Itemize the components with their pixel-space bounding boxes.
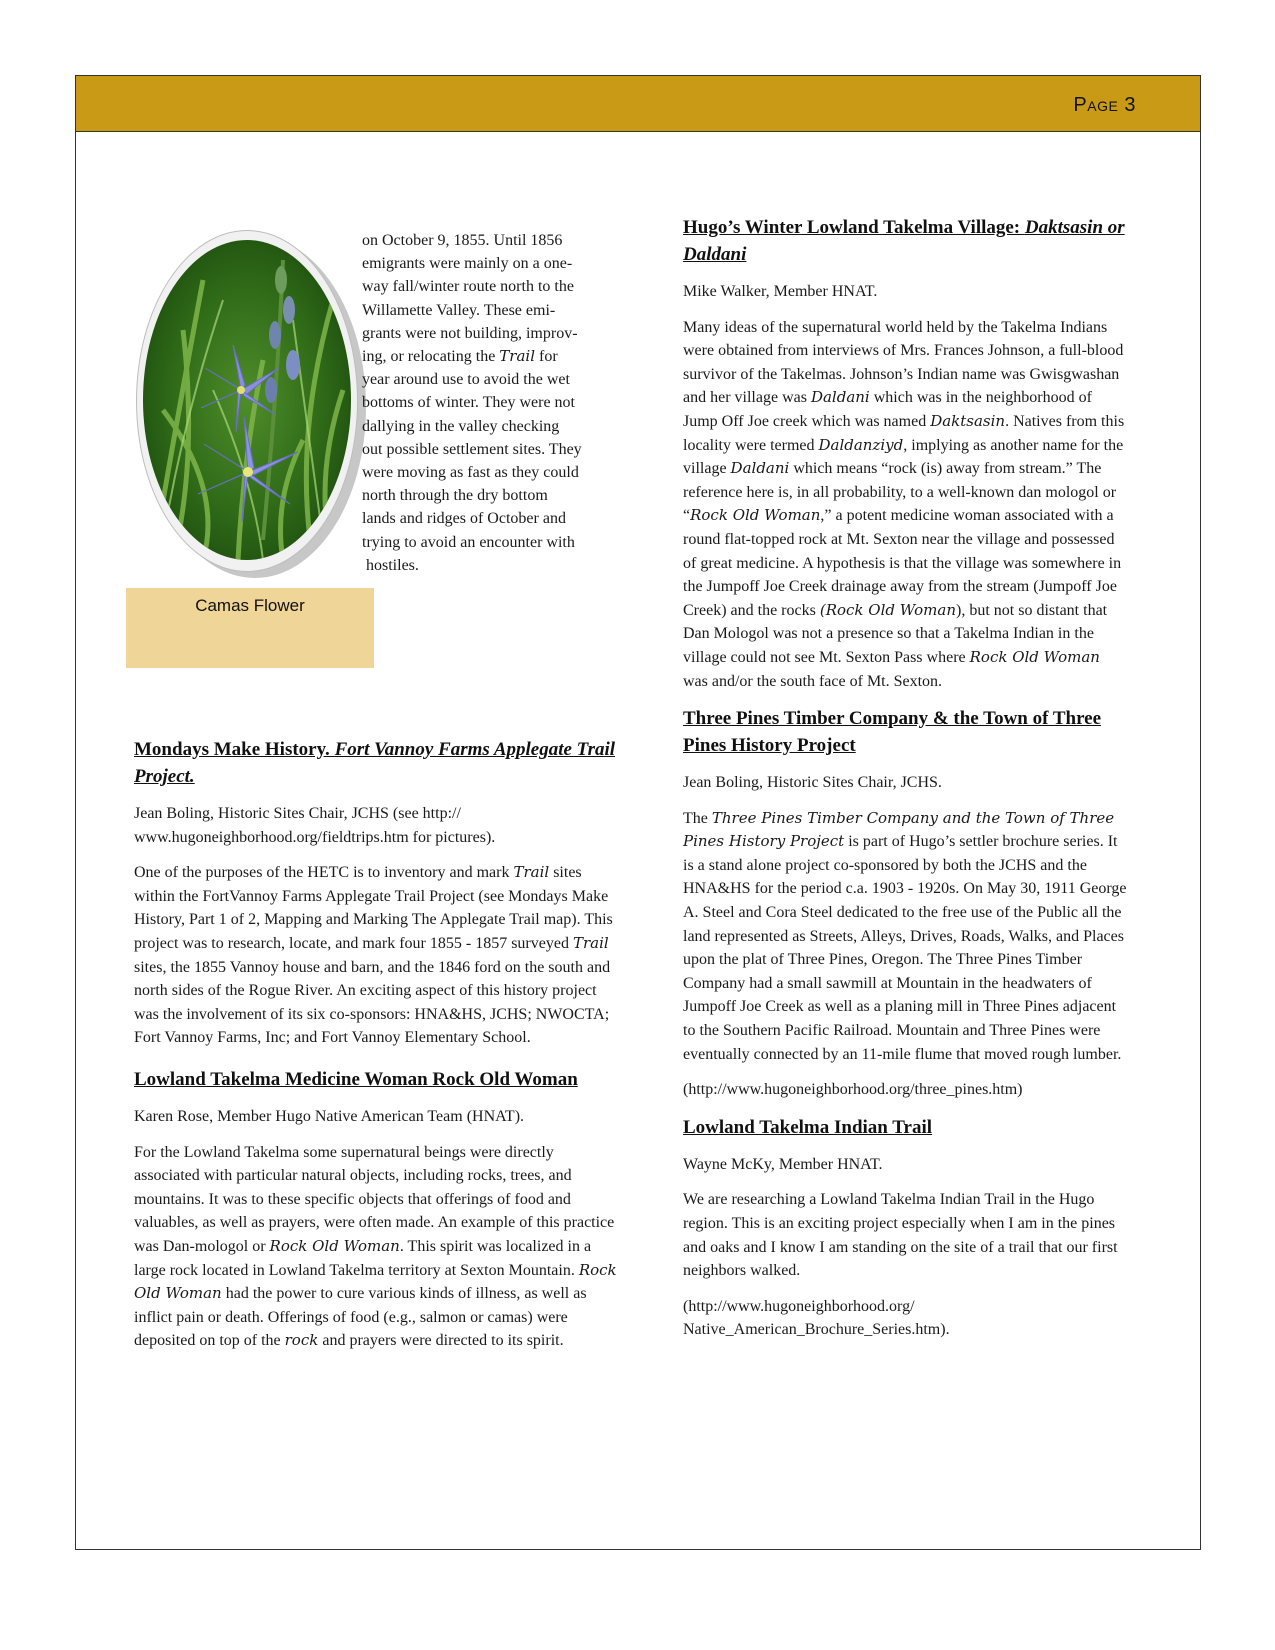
para-italic: Rock Old Woman bbox=[134, 1260, 617, 1303]
para-text: is part of Hugo’s settler brochure series. It is a stand alone project co-sponsored by both the JCHS and the HNA&HS for the period c.a. 1903 - 1920s. On May 30, 1911 George A. Steel and Cora Steel dedicated to the free use of the Public all the land represented as Streets, Alleys, Drives, Roads, Walks, and Places upon the plat of Three Pines, Oregon. The Three Pines Timber Company had a small sawmill at Mountain in the headwaters of Jumpoff Joe Creek as well as a planing mill in Three Pines adjacent to the Southern Pacific Railroad. Mountain and Three Pines were eventually connected by an 11-mile flume that moved rough lumber. bbox=[683, 833, 1127, 1063]
para-italic: (Rock Old Woman bbox=[819, 600, 957, 619]
right-column bbox=[683, 214, 1127, 1354]
para-text: and prayers were directed to its spirit. bbox=[318, 1332, 564, 1350]
intro-line: dallying in the valley checking bbox=[362, 417, 560, 435]
para-italic: Daldanziyd bbox=[818, 435, 904, 454]
intro-line: year around use to avoid the wet bbox=[362, 371, 570, 389]
figure-caption-box bbox=[126, 588, 374, 668]
intro-line: emigrants were mainly on a one- bbox=[362, 255, 573, 273]
para-text: had the power to cure various kinds of illness, as well as inflict pain or death. Offerings of food (e.g., salmon or camas) were deposited on top of the bbox=[134, 1285, 587, 1350]
intro-column bbox=[362, 229, 622, 577]
intro-line: out possible settlement sites. They bbox=[362, 440, 582, 458]
intro-line: were moving as fast as they could bbox=[362, 464, 579, 482]
article-byline: Jean Boling, Historic Sites Chair, JCHS (see http:// www.hugoneighborhood.org/fieldtrips.htm for pictures). bbox=[134, 805, 496, 846]
article-byline: Jean Boling, Historic Sites Chair, JCHS. bbox=[683, 774, 942, 792]
camas-flower-figure bbox=[136, 230, 368, 580]
intro-line: way fall/winter route north to the bbox=[362, 278, 574, 296]
para-text: The bbox=[683, 809, 712, 827]
para-text: , implying as another name for the village bbox=[683, 436, 1124, 478]
title-italic: Fort Vannoy Farms Applegate Trail Project. bbox=[134, 739, 616, 787]
article-title-rock: Lowland Takelma Medicine Woman Rock Old Woman bbox=[134, 1068, 578, 1090]
article-title-mondays bbox=[134, 736, 622, 790]
intro-text: for bbox=[535, 348, 558, 366]
intro-line: grants were not building, improv- bbox=[362, 324, 578, 342]
intro-line: lands and ridges of October and bbox=[362, 510, 566, 528]
article-title-pines: Three Pines Timber Company & the Town of Three Pines History Project bbox=[683, 708, 1102, 757]
para-text: sites, the 1855 Vannoy house and barn, and the 1846 ford on the south and north sides of the Rogue River. An exciting aspect of this history project was the involvement of its six co-sponsors: HNA&HS, JCHS; NWOCTA; Fort Vannoy Farms, Inc; and Fort Vannoy Elementary School. bbox=[134, 958, 611, 1047]
article-link bbox=[683, 1295, 1127, 1342]
article-title-village bbox=[683, 214, 1127, 268]
para-italic: Rock Old Woman bbox=[969, 647, 1100, 666]
intro-line bbox=[362, 345, 622, 368]
link-line: Native_American_Brochure_Series.htm). bbox=[683, 1321, 950, 1339]
intro-line: trying to avoid an encounter with bbox=[362, 533, 575, 551]
page-number: Page 3 bbox=[1073, 94, 1136, 116]
para-text: ), but not so distant that Dan Mologol was not a presence so that a Takelma Indian in the village could not see Mt. Sexton Pass where bbox=[683, 601, 1108, 666]
intro-italic: Trail bbox=[499, 347, 536, 366]
title-text: Hugo’s Winter Lowland Takelma Village: bbox=[683, 217, 1025, 238]
para-text: . This spirit was localized in a large rock located in Lowland Takelma territory at Sexton Mountain. bbox=[134, 1237, 592, 1279]
header-bar bbox=[75, 75, 1201, 132]
article-paragraph: We are researching a Lowland Takelma Indian Trail in the Hugo region. This is an exciting project especially when I am in the pines and oaks and I know I am standing on the site of a trail that our first neighbors walked. bbox=[683, 1191, 1118, 1280]
para-text: sites within the FortVannoy Farms Applegate Trail Project (see Mondays Make History, Part 1 of 2, Mapping and Marking The Applegate Trail map). This project was to research, locate, and mark four 1855 - 1857 surveyed bbox=[134, 864, 613, 952]
para-italic: Daldani bbox=[810, 388, 870, 407]
para-italic: Daktsasin bbox=[930, 411, 1006, 430]
para-italic: Rock Old Woman bbox=[690, 506, 821, 525]
article-title-trail: Lowland Takelma Indian Trail bbox=[683, 1116, 933, 1138]
title-text: Mondays Make History. bbox=[134, 739, 335, 760]
para-text: which means “rock (is) away from stream.” The reference here is, in all probability, to a well-known dan mologol or “ bbox=[683, 460, 1117, 525]
intro-text: ing, or relocating the bbox=[362, 348, 500, 366]
article-byline: Wayne McKy, Member HNAT. bbox=[683, 1155, 883, 1173]
para-italic: Trail bbox=[572, 933, 609, 952]
figure-caption: Camas Flower bbox=[195, 596, 305, 615]
link-line: (http://www.hugoneighborhood.org/ bbox=[683, 1297, 915, 1315]
intro-line: hostiles. bbox=[362, 556, 419, 574]
article-paragraph bbox=[134, 1141, 622, 1353]
left-column bbox=[134, 736, 622, 1365]
para-text: which was in the neighborhood of Jump Off Joe creek which was named bbox=[683, 389, 1092, 430]
para-text: . Natives from this locality were termed bbox=[683, 412, 1125, 454]
para-text: For the Lowland Takelma some supernatural beings were directly associated with particular natural objects, including rocks, trees, and mountains. It was to these specific objects that offerings of food and valuables, as well as prayers, were often made. An example of this practice was Dan-mologol or bbox=[134, 1143, 615, 1255]
article-paragraph bbox=[683, 316, 1127, 694]
para-italic: Trail bbox=[513, 863, 550, 882]
para-text: was and/or the south face of Mt. Sexton. bbox=[683, 672, 943, 690]
intro-line: on October 9, 1855. Until 1856 bbox=[362, 232, 563, 249]
article-paragraph bbox=[134, 861, 622, 1050]
article-paragraph bbox=[683, 807, 1127, 1067]
article-link: (http://www.hugoneighborhood.org/three_pines.htm) bbox=[683, 1081, 1023, 1099]
para-text: ,” a potent medicine woman associated with a round flat-topped rock at Mt. Sexton near the village and possessed of great medicine. A hypothesis is that the village was somewhere in the Jumpoff Joe Creek drainage away from the stream (Jumpoff Joe Creek) and the rocks bbox=[683, 507, 1122, 619]
para-italic: Rock Old Woman bbox=[269, 1236, 400, 1255]
para-text: One of the purposes of the HETC is to inventory and mark bbox=[134, 864, 514, 882]
article-byline: Mike Walker, Member HNAT. bbox=[683, 283, 878, 300]
para-italic: rock bbox=[284, 1331, 319, 1350]
intro-line: bottoms of winter. They were not bbox=[362, 394, 575, 412]
camas-flower-photo-icon bbox=[143, 240, 351, 560]
title-italic: Daktsasin or Daldani bbox=[683, 217, 1125, 265]
article-byline: Karen Rose, Member Hugo Native American Team (HNAT). bbox=[134, 1107, 525, 1125]
para-italic: Daldani bbox=[730, 459, 790, 478]
camas-flower-svg bbox=[143, 240, 351, 560]
para-italic: Three Pines Timber Company and the Town of Three Pines History Project bbox=[683, 808, 1115, 851]
intro-line: Willamette Valley. These emi- bbox=[362, 301, 556, 319]
para-text: Many ideas of the supernatural world held by the Takelma Indians were obtained from interviews of Mrs. Frances Johnson, a full-blood survivor of the Takelmas. Johnson’s Indian name was Gwisgwashan and her village was bbox=[683, 318, 1124, 407]
intro-line: north through the dry bottom bbox=[362, 487, 548, 505]
